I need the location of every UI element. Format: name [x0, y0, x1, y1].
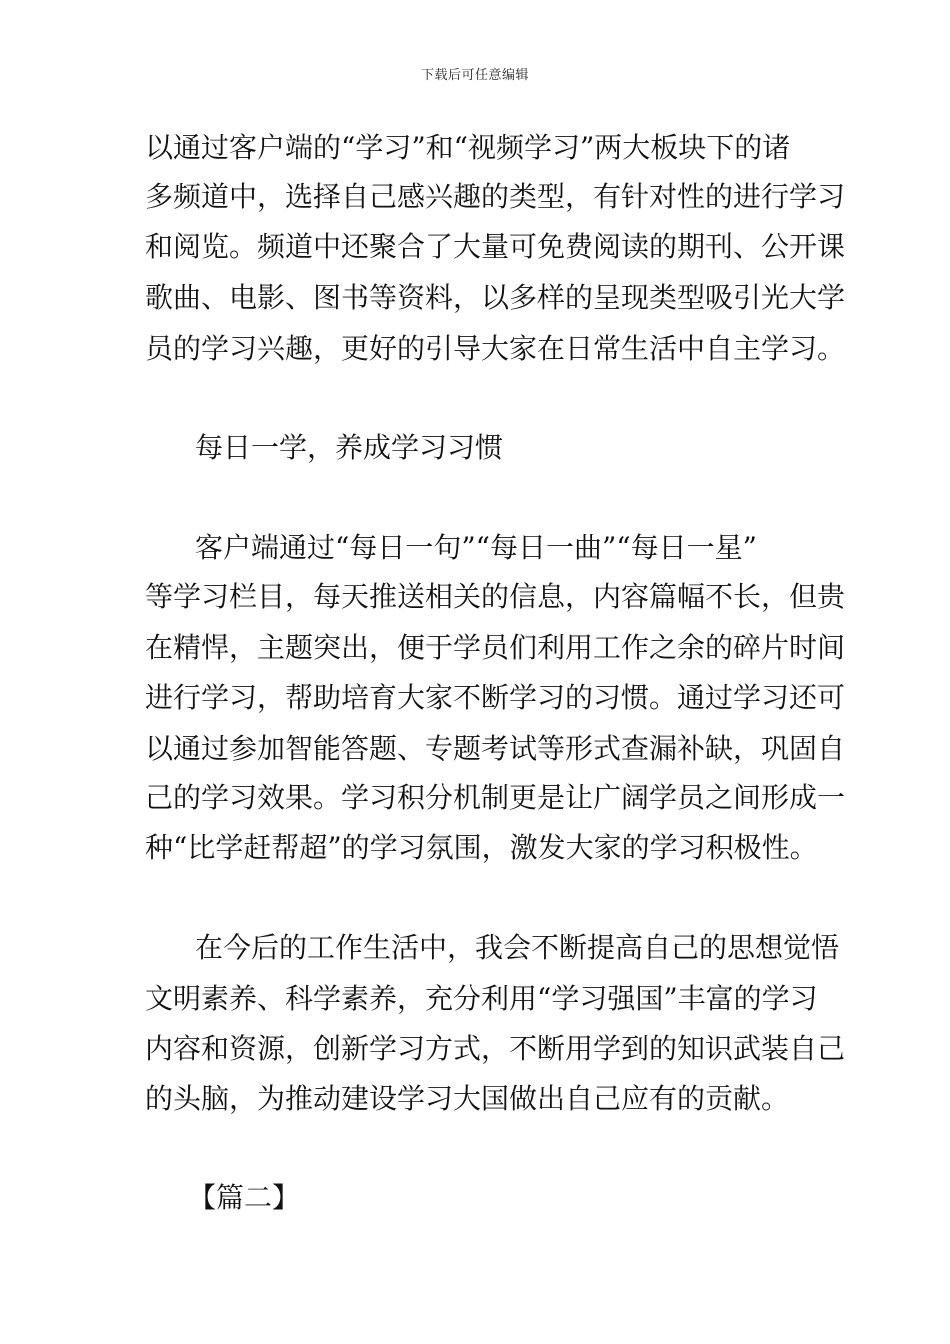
section-subheading: 每日一学，养成学习习惯 [195, 431, 504, 464]
paragraph-2-line-2: 等学习栏目，每天推送相关的信息，内容篇幅不长，但贵 [145, 580, 846, 613]
paragraph-1-line-5: 员的学习兴趣，更好的引导大家在日常生活中自主学习。 [145, 332, 846, 365]
paragraph-2-line-3: 在精悍，主题突出，便于学员们利用工作之余的碎片时间 [145, 631, 846, 664]
paragraph-2-line-1: 客户端通过“每日一句”“每日一曲”“每日一星” [195, 531, 757, 564]
paragraph-2-line-7: 种“比学赶帮超”的学习氛围，激发大家的学习积极性。 [145, 831, 818, 864]
section-marker: 【篇二】 [188, 1181, 301, 1214]
paragraph-1-line-4: 歌曲、电影、图书等资料，以多样的呈现类型吸引光大学 [145, 281, 846, 314]
paragraph-1-line-1: 以通过客户端的“学习”和“视频学习”两大板块下的诸 [145, 131, 791, 164]
paragraph-1-line-3: 和阅览。频道中还聚合了大量可免费阅读的期刊、公开课 [145, 230, 846, 263]
paragraph-3-line-4: 的头脑，为推动建设学习大国做出自己应有的贡献。 [145, 1082, 790, 1115]
paragraph-2-line-5: 以通过参加智能答题、专题考试等形式查漏补缺，巩固自 [145, 732, 846, 765]
paragraph-2-line-6: 己的学习效果。学习积分机制更是让广阔学员之间形成一 [145, 781, 846, 814]
paragraph-3-line-3: 内容和资源，创新学习方式，不断用学到的知识武装自己 [145, 1032, 846, 1065]
paragraph-2-line-4: 进行学习，帮助培育大家不断学习的习惯。通过学习还可 [145, 681, 846, 714]
paragraph-3-line-2: 文明素养、科学素养，充分利用“学习强国”丰富的学习 [145, 982, 818, 1015]
paragraph-1-line-2: 多频道中，选择自己感兴趣的类型，有针对性的进行学习 [145, 180, 846, 213]
page-header: 下载后可任意编辑 [420, 68, 529, 83]
paragraph-3-line-1: 在今后的工作生活中，我会不断提高自己的思想觉悟 [195, 931, 840, 964]
